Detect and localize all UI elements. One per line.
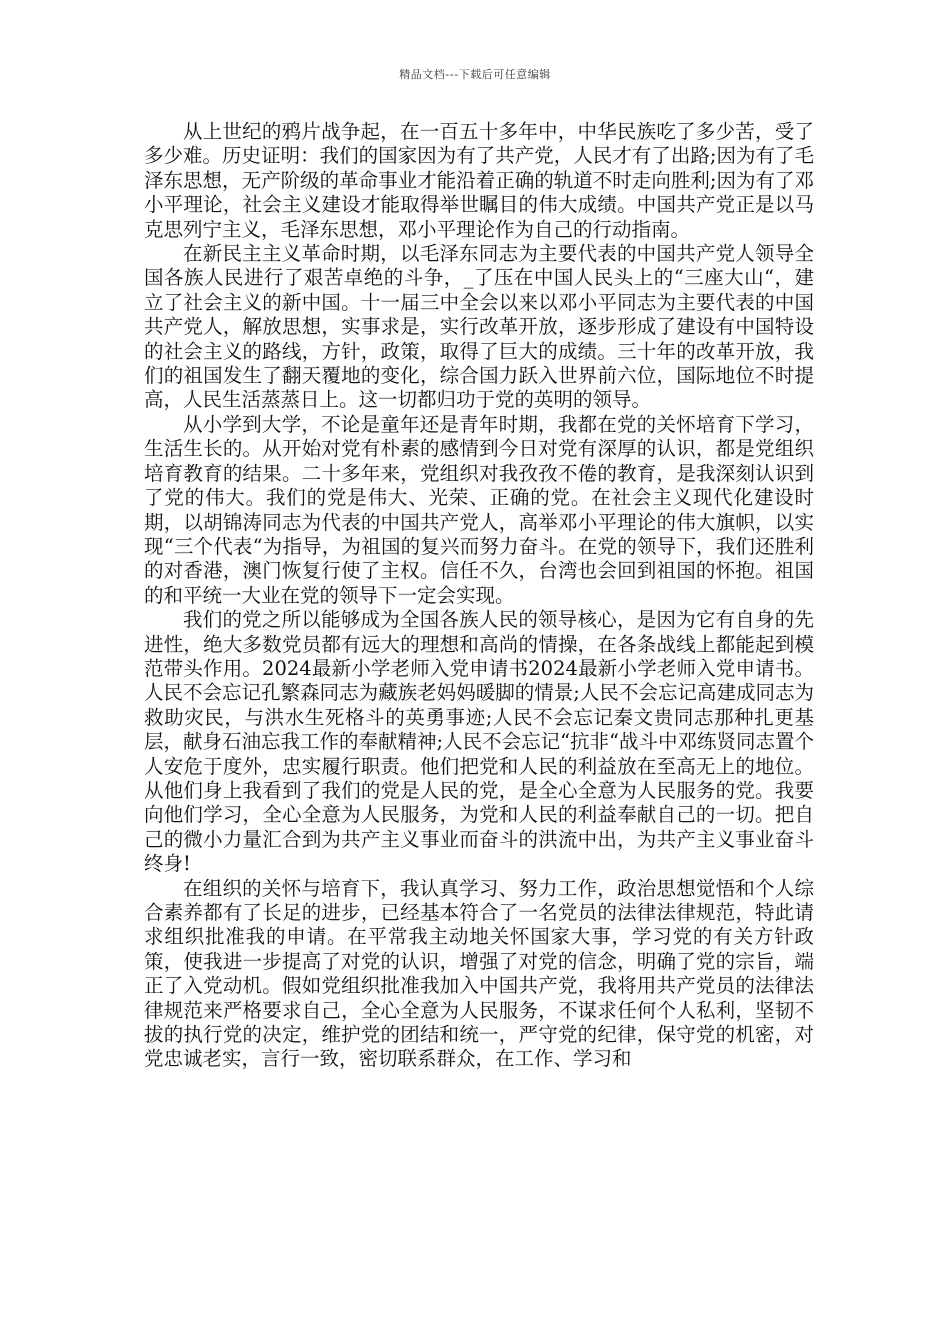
paragraph: 在组织的关怀与培育下，我认真学习、努力工作，政治思想觉悟和个人综合素养都有了长足的进步，已经基本符合了一名党员的法律法律规范，特此请求组织批准我的申请。在平常我主动地关怀国家大事，学习党的有关方针政策，使我进一步提高了对党的认识，增强了对党的信念，明确了党的宗旨，端正了入党动机。假如党组织批准我加入中国共产党，我将用共产党员的法律法律规范来严格要求自己，全心全意为人民服务，不谋求任何个人私利，坚韧不拔的执行党的决定，维护党的团结和统一，严守党的纪律，保守党的机密，对党忠诚老实，言行一致，密切联系群众，在工作、学习和 <box>144 876 814 1071</box>
page-header: 精品文档---下载后可任意编辑 <box>399 68 551 81</box>
paragraph: 从上世纪的鸦片战争起，在一百五十多年中，中华民族吃了多少苦，受了多少难。历史证明：我们的国家因为有了共产党，人民才有了出路;因为有了毛泽东思想，无产阶级的革命事业才能沿着正确的轨道不时走向胜利;因为有了邓小平理论，社会主义建设才能取得举世瞩目的伟大成绩。中国共产党正是以马克思列宁主义，毛泽东思想，邓小平理论作为自己的行动指南。 <box>144 120 814 241</box>
paragraph: 从小学到大学，不论是童年还是青年时期，我都在党的关怀培育下学习，生活生长的。从开始对党有朴素的感情到今日对党有深厚的认识，都是党组织培育教育的结果。二十多年来，党组织对我孜孜不倦的教育，是我深刻认识到了党的伟大。我们的党是伟大、光荣、正确的党。在社会主义现代化建设时期，以胡锦涛同志为代表的中国共产党人，高举邓小平理论的伟大旗帜，以实现“三个代表“为指导，为祖国的复兴而努力奋斗。在党的领导下，我们还胜利的对香港，澳门恢复行使了主权。信任不久，台湾也会回到祖国的怀抱。祖国的和平统一大业在党的领导下一定会实现。 <box>144 412 814 607</box>
paragraph: 我们的党之所以能够成为全国各族人民的领导核心，是因为它有自身的先进性，绝大多数党员都有远大的理想和高尚的情操，在各条战线上都能起到模范带头作用。2024最新小学老师入党申请书2024最新小学老师入党申请书。人民不会忘记孔繁森同志为藏族老妈妈暖脚的情景;人民不会忘记高建成同志为救助灾民，与洪水生死格斗的英勇事迹;人民不会忘记秦文贵同志那种扎更基层，献身石油忘我工作的奉献精神;人民不会忘记“抗非“战斗中邓练贤同志置个人安危于度外，忠实履行职责。他们把党和人民的利益放在至高无上的地位。从他们身上我看到了我们的党是人民的党，是全心全意为人民服务的党。我要向他们学习，全心全意为人民服务，为党和人民的利益奉献自己的一切。把自己的微小力量汇合到为共产主义事业而奋斗的洪流中出，为共产主义事业奋斗终身! <box>144 608 815 876</box>
document-body <box>144 120 814 1072</box>
paragraph: 在新民主主义革命时期，以毛泽东同志为主要代表的中国共产党人领导全国各族人民进行了艰苦卓绝的斗争，_了压在中国人民头上的“三座大山“，建立了社会主义的新中国。十一届三中全会以来以邓小平同志为主要代表的中国共产党人，解放思想，实事求是，实行改革开放，逐步形成了建设有中国特设的社会主义的路线，方针，政策，取得了巨大的成绩。三十年的改革开放，我们的祖国发生了翻天覆地的变化，综合国力跃入世界前六位，国际地位不时提高，人民生活蒸蒸日上。这一切都归功于党的英明的领导。 <box>144 242 814 412</box>
